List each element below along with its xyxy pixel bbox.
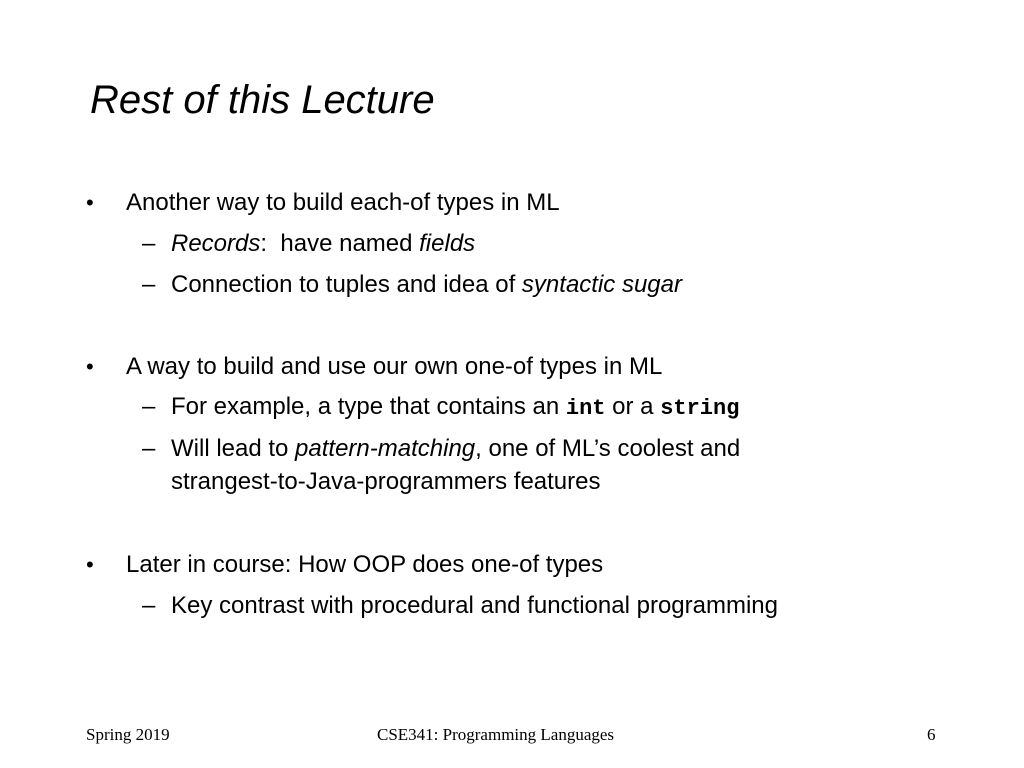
example-text: For example, a type that contains an <box>171 393 566 420</box>
bullet-marker: • <box>86 190 94 215</box>
footer-date: Spring 2019 <box>86 725 170 744</box>
int-code: int <box>565 396 606 421</box>
tuples-text: Connection to tuples and idea of <box>171 271 522 298</box>
or-text: or a <box>605 393 661 420</box>
syntactic-sugar-term: syntactic sugar <box>521 271 682 298</box>
subbullet-pattern-matching-continued: strangest-to-Java-programmers features <box>171 468 601 495</box>
slide-title: Rest of this Lecture <box>90 78 435 122</box>
subbullet-tuples <box>171 270 682 300</box>
footer-course: CSE341: Programming Languages <box>377 725 615 744</box>
bullet-each-of-types: Another way to build each-of types in ML <box>126 189 560 216</box>
dash-marker: – <box>142 271 156 298</box>
coolest-text: , one of ML’s coolest and <box>475 435 741 462</box>
records-term: Records <box>171 230 261 257</box>
string-code: string <box>660 396 740 421</box>
lead-text: Will lead to <box>171 435 296 462</box>
bullet-oop: Later in course: How OOP does one-of types <box>126 551 604 578</box>
page-number: 6 <box>927 725 936 744</box>
subbullet-int-string <box>171 392 739 424</box>
subbullet-contrast: Key contrast with procedural and functional programming <box>171 592 778 619</box>
bullet-marker: • <box>86 552 94 577</box>
dash-marker: – <box>142 592 156 619</box>
records-text: : have named <box>260 230 420 257</box>
subbullet-records <box>171 229 475 259</box>
dash-marker: – <box>142 393 156 420</box>
fields-term: fields <box>419 230 476 257</box>
bullet-one-of-types: A way to build and use our own one-of types in ML <box>126 353 663 380</box>
bullet-marker: • <box>86 354 94 379</box>
dash-marker: – <box>142 435 156 462</box>
dash-marker: – <box>142 230 156 257</box>
pattern-matching-term: pattern-matching <box>295 435 476 462</box>
subbullet-pattern-matching <box>171 434 740 464</box>
